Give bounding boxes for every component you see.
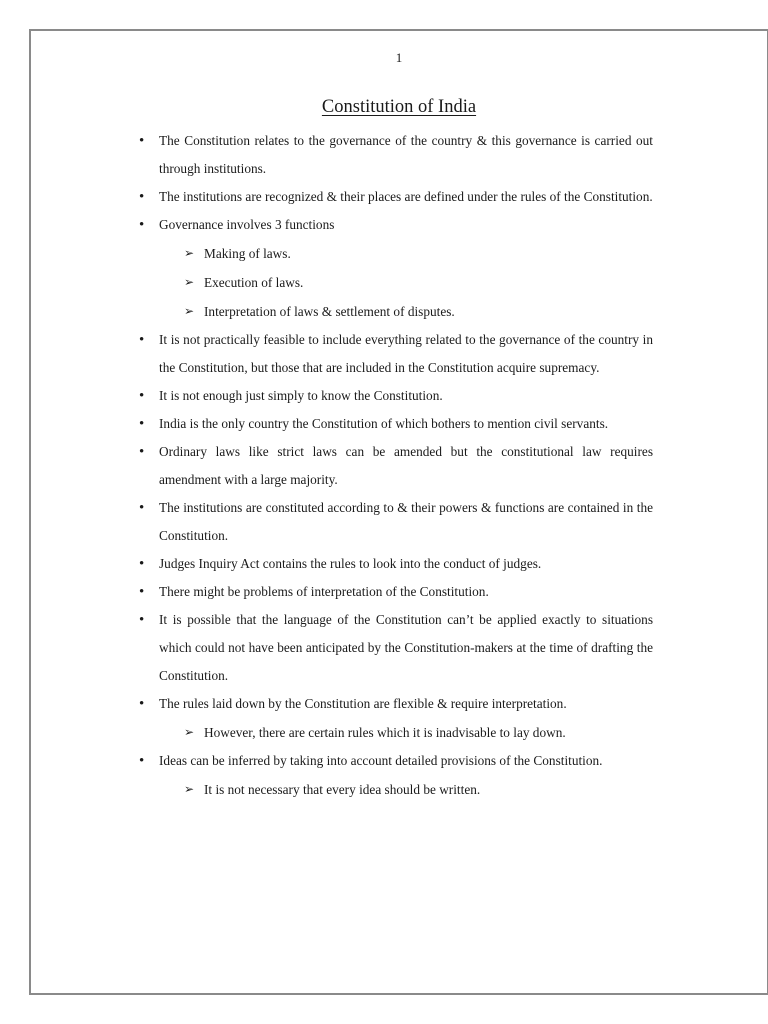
sub-list: [31, 239, 767, 326]
list-item: [31, 690, 767, 718]
list-item-text: The rules laid down by the Constitution are flexible & require interpretation.: [159, 696, 567, 711]
list-item-text: Governance involves 3 functions: [159, 217, 335, 232]
arrow-bullet-icon: ➢: [184, 246, 195, 260]
sub-list-container: [31, 718, 767, 747]
bullet-icon: •: [139, 388, 145, 404]
sub-list-container: [31, 775, 767, 804]
list-item: [31, 747, 767, 775]
list-item-text: The institutions are recognized & their places are defined under the rules of the Constitution.: [159, 189, 653, 204]
document-page: [29, 29, 768, 995]
list-item: [31, 578, 767, 606]
arrow-bullet-icon: ➢: [184, 725, 195, 739]
sub-list-item-text: Interpretation of laws & settlement of disputes.: [204, 304, 455, 319]
sub-list-item-text: However, there are certain rules which it is inadvisable to lay down.: [204, 725, 566, 740]
list-item: [31, 211, 767, 239]
list-item-text: It is not enough just simply to know the Constitution.: [159, 388, 443, 403]
list-item: [31, 410, 767, 438]
sub-list-item: [31, 775, 767, 804]
bullet-icon: •: [139, 217, 145, 233]
bullet-icon: •: [139, 696, 145, 712]
document-body: [31, 127, 767, 804]
list-item-text: The institutions are constituted according to & their powers & functions are contained in the Constitution.: [159, 500, 653, 543]
sub-list-item: [31, 239, 767, 268]
sub-list-container: [31, 239, 767, 326]
sub-list: [31, 775, 767, 804]
sub-list-item: [31, 297, 767, 326]
list-item: [31, 550, 767, 578]
page-number: 1: [395, 50, 403, 65]
list-item: [31, 606, 767, 690]
list-item-text: Ideas can be inferred by taking into account detailed provisions of the Constitution.: [159, 753, 603, 768]
list-item: [31, 382, 767, 410]
bullet-icon: •: [139, 416, 145, 432]
list-item: [31, 326, 767, 382]
list-item: [31, 438, 767, 494]
sub-list-item-text: Making of laws.: [204, 246, 291, 261]
sub-list-item: [31, 268, 767, 297]
document-title: Constitution of India: [321, 97, 477, 117]
bullet-icon: •: [139, 753, 145, 769]
sub-list-item-text: Execution of laws.: [204, 275, 304, 290]
bullet-icon: •: [139, 332, 145, 348]
bullet-icon: •: [139, 189, 145, 205]
arrow-bullet-icon: ➢: [184, 304, 195, 318]
list-item: [31, 127, 767, 183]
arrow-bullet-icon: ➢: [184, 275, 195, 289]
list-item-text: Ordinary laws like strict laws can be amended but the constitutional law requires amendment with a large majority.: [159, 444, 653, 487]
list-item: [31, 494, 767, 550]
arrow-bullet-icon: ➢: [184, 782, 195, 796]
list-item-text: There might be problems of interpretation of the Constitution.: [159, 584, 489, 599]
list-item-text: It is possible that the language of the Constitution can’t be applied exactly to situations which could not have been anticipated by the Constitution-makers at the time of drafting the Constitution.: [159, 612, 653, 683]
bullet-icon: •: [139, 556, 145, 572]
sub-list-item: [31, 718, 767, 747]
bullet-icon: •: [139, 500, 145, 516]
bullet-icon: •: [139, 133, 145, 149]
bullet-list: [31, 127, 767, 804]
sub-list: [31, 718, 767, 747]
bullet-icon: •: [139, 584, 145, 600]
list-item-text: The Constitution relates to the governance of the country & this governance is carried out through institutions.: [159, 133, 653, 176]
list-item-text: India is the only country the Constitution of which bothers to mention civil servants.: [159, 416, 609, 431]
list-item-text: It is not practically feasible to include everything related to the governance of the country in the Constitution, but those that are included in the Constitution acquire supremacy.: [159, 332, 653, 375]
bullet-icon: •: [139, 612, 145, 628]
sub-list-item-text: It is not necessary that every idea should be written.: [204, 782, 481, 797]
bullet-icon: •: [139, 444, 145, 460]
list-item: [31, 183, 767, 211]
list-item-text: Judges Inquiry Act contains the rules to look into the conduct of judges.: [159, 556, 542, 571]
